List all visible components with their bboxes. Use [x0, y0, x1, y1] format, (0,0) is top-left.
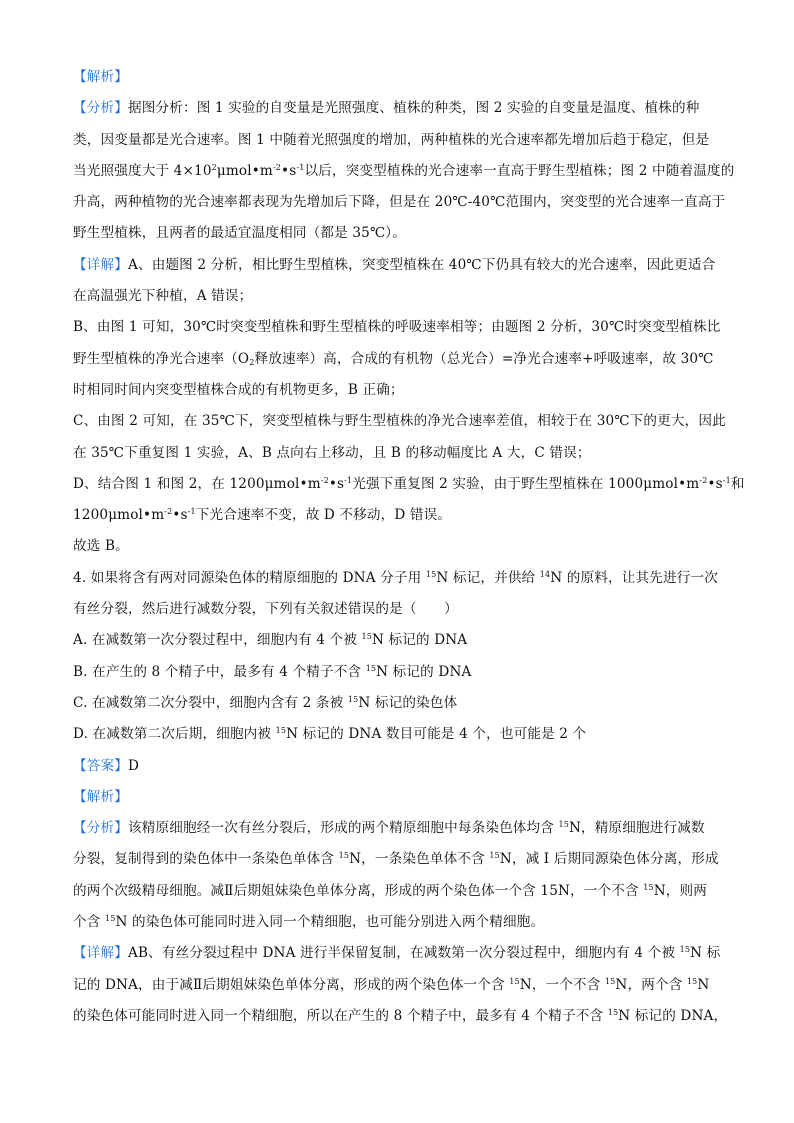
fenxi-line-3 [73, 156, 735, 187]
text: 升高，两种植物的光合速率都表现为先增加后下降，但是在 20℃-40℃范围内，突变型的光合速率一直高于 [73, 194, 726, 211]
text: N 标记，并供给 [436, 569, 540, 586]
text: C. 在减数第二次分裂中，细胞内含有 2 条被 [73, 694, 348, 711]
analysis-tag: 【解析】 [73, 69, 128, 85]
question-4-stem-line-1 [73, 563, 723, 594]
text: 个含 [73, 914, 105, 931]
superscript: 14 [539, 569, 551, 579]
superscript: 15 [347, 694, 359, 704]
question-4-option-c [73, 688, 723, 719]
superscript: -1 [722, 475, 731, 485]
text: 以后，突变型植株的光合速率一直高于野生型植株；图 2 中随着温度的 [304, 162, 735, 179]
question-4-option-a [73, 625, 723, 656]
superscript: 15 [509, 976, 520, 986]
superscript: 15 [607, 1007, 619, 1017]
text: 释放速率）高，合成的有机物（总光合）=净光合速率+呼吸速率，故 30℃ [254, 350, 714, 367]
text: N，两个含 [615, 976, 687, 993]
text: N，精原细胞进行减数 [569, 820, 705, 837]
text: D. 在减数第二次后期，细胞内被 [73, 726, 276, 743]
xiangjie-tag: 【详解】 [73, 945, 128, 962]
text: •s [172, 507, 188, 524]
superscript: 15 [643, 882, 654, 892]
text: •s [281, 162, 297, 179]
text: B、由图 1 可知，30℃时突变型植株和野生型植株的呼吸速率相等；由题图 2 分析，30℃时突变型植株比 [73, 319, 721, 336]
superscript: 15 [365, 663, 377, 673]
text: 野生型植株，且两者的最适宜温度相同（都是 35℃）。 [73, 225, 406, 242]
superscript: -2 [320, 475, 329, 485]
option-c-line-2 [73, 438, 723, 469]
q4-fenxi-line-3 [73, 876, 723, 907]
answer-value: D [127, 757, 140, 774]
q4-fenxi-line-1 [73, 813, 723, 844]
analysis-heading-2 [73, 782, 723, 813]
text: 记的 DNA，由于减Ⅱ后期姐妹染色单体分离，形成的两个染色体一个含 [73, 976, 510, 993]
text: •s [707, 475, 723, 492]
superscript: 2 [211, 162, 217, 172]
fenxi-tag: 【分析】 [73, 820, 128, 837]
text: 类，因变量都是光合速率。图 1 中随着光照强度的增加，两种植株的光合速率都先增加后趋于稳定，但是 [73, 131, 710, 148]
text: AB、有丝分裂过程中 DNA 进行半保留复制，在减数第一次分裂过程中，细胞内有 4 个被 [127, 945, 680, 962]
text: N，一个不含 [519, 976, 605, 993]
option-a-line-2 [73, 281, 723, 312]
text: 1200μmol•m [73, 507, 165, 524]
superscript: -2 [164, 507, 173, 517]
analysis-heading [73, 62, 723, 93]
text: μmol•m [216, 162, 273, 179]
text: N，减 I 后期同源染色体分离，形成 [499, 851, 719, 868]
xiangjie-tag: 【详解】 [73, 256, 128, 273]
text: N [697, 976, 710, 993]
text: 和 [730, 475, 745, 492]
q4-fenxi-line-2 [73, 844, 723, 875]
text: 的两个次级精母细胞。减Ⅱ后期姐妹染色单体分离，形成的两个染色体一个含 15N，一个不含 [73, 882, 644, 899]
fenxi-line-5 [73, 218, 723, 249]
text: N 标记的 DNA [376, 663, 472, 680]
fenxi-tag: 【分析】 [73, 100, 128, 117]
text: N 标记的染色体 [358, 694, 458, 711]
question-4-option-d [73, 719, 723, 750]
text: 4. 如果将含有两对同源染色体的精原细胞的 DNA 分子用 [73, 569, 426, 586]
superscript: -2 [699, 475, 708, 485]
superscript: 15 [425, 569, 437, 579]
superscript: -1 [296, 162, 305, 172]
answer-tag: 【答案】 [73, 757, 128, 774]
text: •s [328, 475, 345, 492]
text: B. 在产生的 8 个精子中，最多有 4 个精子不含 [73, 663, 366, 680]
text: N 标 [690, 945, 721, 962]
text: N 标记的 DNA [372, 632, 468, 649]
text: 的染色体可能同时进入同一个精细胞，所以在产生的 8 个精子中，最多有 4 个精子不含 [73, 1007, 608, 1024]
text: 光强下重复图 2 实验，由于野生型植株在 1000μmol•m [352, 475, 700, 492]
text: N，一条染色单体不含 [349, 851, 490, 868]
text: N 标记的 DNA， [618, 1007, 728, 1024]
superscript: 15 [558, 820, 569, 830]
text: 据图分析：图 1 实验的自变量是光照强度、植株的种类，图 2 实验的自变量是温度、植株的种 [127, 100, 700, 117]
superscript: 15 [489, 851, 500, 861]
q4-xiangjie-line-1 [73, 938, 723, 969]
text: A. 在减数第一次分裂过程中，细胞内有 4 个被 [73, 632, 362, 649]
fenxi-line-2 [73, 125, 723, 156]
option-b-line-3 [73, 375, 723, 406]
superscript: 15 [604, 976, 616, 986]
q4-xiangjie-line-3 [73, 1001, 728, 1032]
question-4-option-b [73, 657, 723, 688]
text: 有丝分裂，然后进行减数分裂，下列有关叙述错误的是（ ） [73, 601, 458, 618]
option-d-line-1 [73, 469, 745, 500]
text: D、结合图 1 和图 2，在 1200μmol•m [73, 475, 321, 492]
text: 在 35℃下重复图 1 实验，A、B 点向右上移动，且 B 的移动幅度比 A 大，C 错误； [73, 444, 591, 461]
analysis-tag: 【解析】 [73, 788, 128, 805]
option-b-line-2 [73, 344, 723, 375]
text: N 的原料，让其先进行一次 [550, 569, 718, 586]
superscript: 15 [679, 945, 691, 955]
fenxi-line-4 [73, 187, 726, 218]
fenxi-line-1 [73, 93, 723, 124]
superscript: 15 [275, 726, 287, 736]
option-d-line-2 [73, 500, 723, 531]
text: 分裂，复制得到的染色体中一条染色单体含 [73, 851, 339, 868]
text: 在高温强光下种植，A 错误； [73, 288, 253, 305]
superscript: -2 [272, 162, 282, 172]
superscript: 15 [686, 976, 698, 986]
xiangjie-line-1 [73, 250, 723, 281]
text: 当光照强度大于 4×10 [73, 162, 212, 179]
text: C、由图 2 可知，在 35℃下，突变型植株与野生型植株的净光合速率差值，相较于在 30℃下的更大，因此 [73, 413, 726, 430]
conclusion-line [73, 531, 723, 562]
text: 时相同时间内突变型植株合成的有机物更多，B 正确； [73, 381, 404, 398]
superscript: 15 [338, 851, 350, 861]
answer-line [73, 751, 723, 782]
text: N 的染色体可能同时进入同一个精细胞，也可能分别进入两个精细胞。 [115, 914, 545, 931]
text: A、由题图 2 分析，相比野生型植株，突变型植株在 40℃下仍具有较大的光合速率，因此更适合 [127, 256, 716, 273]
text: 下光合速率不变，故 D 不移动，D 错误。 [195, 507, 452, 524]
text: N，则两 [653, 882, 707, 899]
q4-xiangjie-line-2 [73, 970, 723, 1001]
text: 野生型植株的净光合速率（O [73, 350, 250, 367]
q4-fenxi-line-4 [73, 907, 723, 938]
question-4-stem-line-2 [73, 594, 723, 625]
subscript: 2 [249, 357, 255, 367]
superscript: -1 [187, 507, 196, 517]
option-c-line-1 [73, 406, 726, 437]
text: 该精原细胞经一次有丝分裂后，形成的两个精原细胞中每条染色体均含 [127, 820, 559, 837]
option-b-line-1 [73, 312, 723, 343]
document-page [73, 62, 745, 1032]
superscript: -1 [344, 475, 353, 485]
text: 故选 B。 [73, 538, 129, 555]
superscript: 15 [361, 632, 372, 642]
text: N 标记的 DNA 数目可能是 4 个，也可能是 2 个 [286, 726, 587, 743]
superscript: 15 [104, 914, 116, 924]
